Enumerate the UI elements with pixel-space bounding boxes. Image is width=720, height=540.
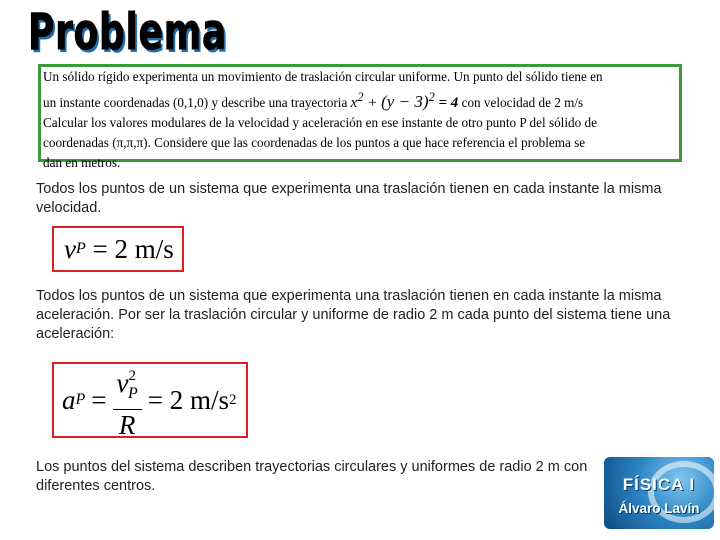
problem-line-2-tail: con velocidad de 2 m/s [461,95,584,110]
problem-line-2 [43,87,679,113]
trajectory-equation [350,90,459,111]
problem-line-4: coordenadas (π,π,π). Considere que las coordenadas de los puntos a que hace referencia el problema se [43,135,586,150]
paragraph-acceleration: Todos los puntos de un sistema que experimenta una traslación tienen en cada instante la misma aceleración. Por ser la traslación circular y uniforme de radio 2 m cada punto del sistema tiene una aceleración: [36,288,671,342]
problem-line-1: Un sólido rígido experimenta un movimiento de traslación circular uniforme. Un punto del sólido tiene en [43,69,603,84]
fraction-denominator: R [118,409,136,440]
eq-rhs: = 4 [434,95,459,111]
eq-x-exp: 2 [357,90,364,104]
page-title: Problema [28,3,227,61]
acceleration-value: = 2 m/s [147,384,230,415]
numerator-exponent: 2 [128,367,136,384]
problem-statement-box [38,64,682,170]
problem-line-2-text: un instante coordenadas (0,1,0) y describe una trayectoria [43,95,348,110]
eq-y-term: (y − 3) [381,92,429,111]
velocity-value: = 2 m/s [92,233,174,264]
fraction [113,361,142,440]
numerator-subscript: P [128,384,138,402]
acceleration-symbol: a [62,384,76,415]
numerator-symbol: v [116,367,129,398]
paragraph-trajectories: Los puntos del sistema describen trayectorias circulares y uniformes de radio 2 m con diferentes centros. [36,459,588,494]
fraction-numerator [113,361,142,410]
acceleration-subscript: P [75,391,86,408]
eq-y-exp: 2 [428,90,435,104]
velocity-equation-box [52,226,184,272]
logo-title: FÍSICA I [622,475,696,494]
velocity-symbol: v [64,233,76,264]
problem-line-3: Calcular los valores modulares de la velocidad y aceleración en ese instante de otro punto P del sólido de [43,115,597,130]
course-logo [604,457,714,529]
acceleration-equation-box [52,362,248,438]
velocity-subscript: P [75,240,86,257]
paragraph-velocity: Todos los puntos de un sistema que experimenta una traslación tienen en cada instante la misma velocidad. [36,181,662,216]
acceleration-unit-exponent: 2 [229,391,237,408]
eq-plus: + [363,95,382,111]
problem-line-5: dan en metros. [43,155,121,170]
logo-author: Álvaro Lavín [618,501,700,516]
equals-sign: = [91,384,107,415]
eq-x: x [350,95,358,111]
